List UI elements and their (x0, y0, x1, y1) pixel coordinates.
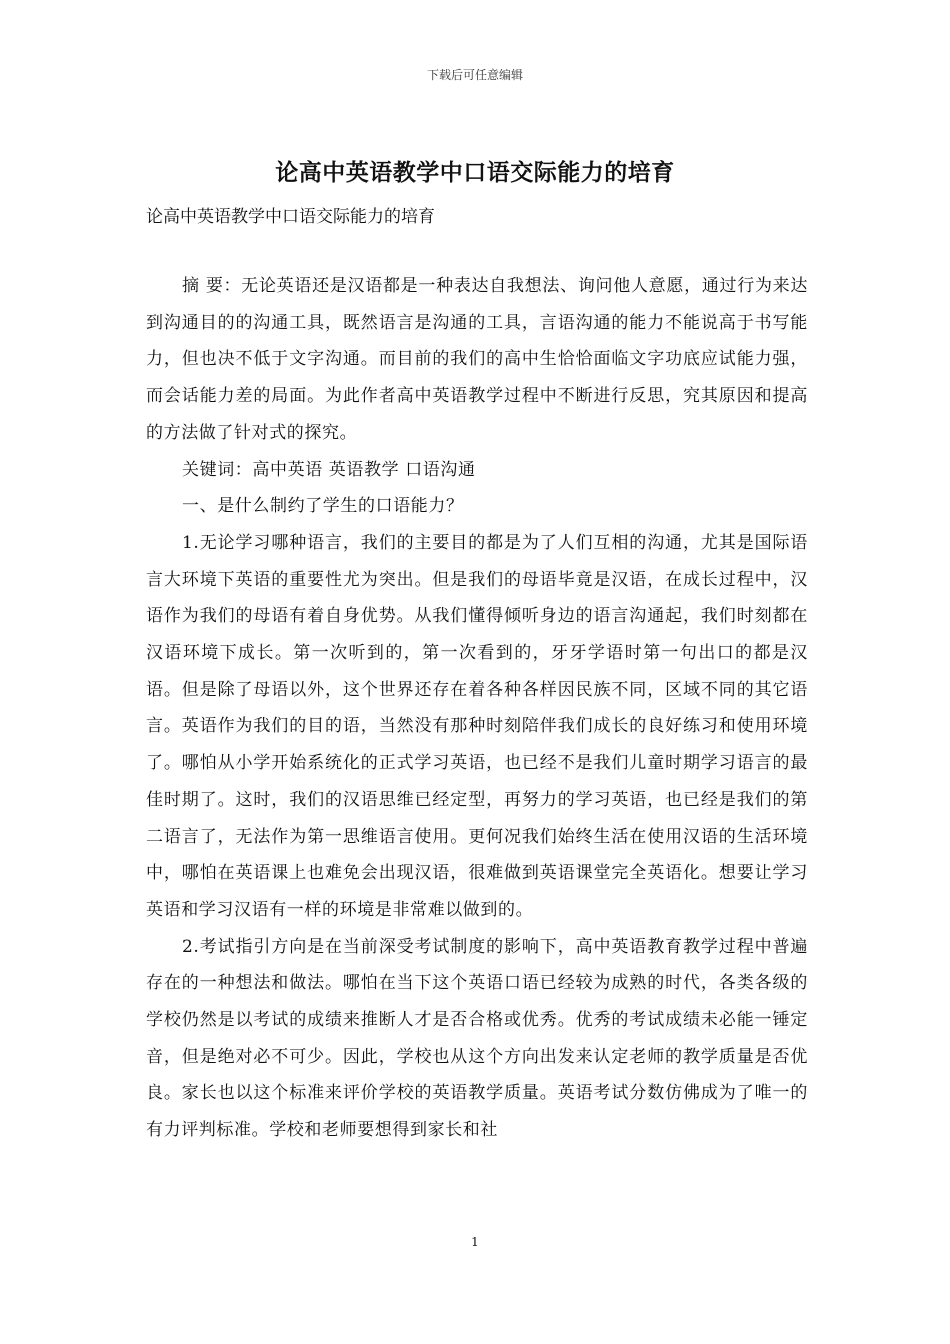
body-paragraph: 1.无论学习哪种语言，我们的主要目的都是为了人们互相的沟通，尤其是国际语言大环境下英语的重要性尤为突出。但是我们的母语毕竟是汉语，在成长过程中，汉语作为我们的母语有着自身优势。从我们懂得倾听身边的语言沟通起，我们时刻都在汉语环境下成长。第一次听到的，第一次看到的，牙牙学语时第一句出口的都是汉语。但是除了母语以外，这个世界还存在着各种各样因民族不同，区域不同的其它语言。英语作为我们的目的语，当然没有那种时刻陪伴我们成长的良好练习和使用环境了。哪怕从小学开始系统化的正式学习英语，也已经不是我们儿童时期学习语言的最佳时期了。这时，我们的汉语思维已经定型，再努力的学习英语，也已经是我们的第二语言了，无法作为第一思维语言使用。更何况我们始终生活在使用汉语的生活环境中，哪怕在英语课上也难免会出现汉语，很难做到英语课堂完全英语化。想要让学习英语和学习汉语有一样的环境是非常难以做到的。 (146, 532, 808, 920)
header-note: 下载后可任意编辑 (426, 68, 523, 82)
document-body (146, 268, 808, 1149)
keywords-paragraph: 关键词：高中英语 英语教学 口语沟通 (182, 459, 476, 480)
document-subtitle: 论高中英语教学中口语交际能力的培育 (146, 207, 435, 227)
page-number: 1 (471, 1235, 479, 1249)
abstract-paragraph: 摘 要：无论英语还是汉语都是一种表达自我想法、询问他人意愿，通过行为来达到沟通目的的沟通工具，既然语言是沟通的工具，言语沟通的能力不能说高于书写能力，但也决不低于文字沟通。而目前的我们的高中生恰恰面临文字功底应试能力强，而会话能力差的局面。为此作者高中英语教学过程中不断进行反思，究其原因和提高的方法做了针对式的探究。 (146, 276, 808, 443)
body-paragraph: 2.考试指引方向是在当前深受考试制度的影响下，高中英语教育教学过程中普遍存在的一种想法和做法。哪怕在当下这个英语口语已经较为成熟的时代，各类各级的学校仍然是以考试的成绩来推断人才是否合格或优秀。优秀的考试成绩未必能一锤定音，但是绝对必不可少。因此，学校也从这个方向出发来认定老师的教学质量是否优良。家长也以这个标准来评价学校的英语教学质量。英语考试分数仿佛成为了唯一的有力评判标准。学校和老师要想得到家长和社 (146, 936, 808, 1141)
section-heading: 一、是什么制约了学生的口语能力？ (182, 496, 464, 517)
document-title: 论高中英语教学中口语交际能力的培育 (275, 159, 675, 186)
